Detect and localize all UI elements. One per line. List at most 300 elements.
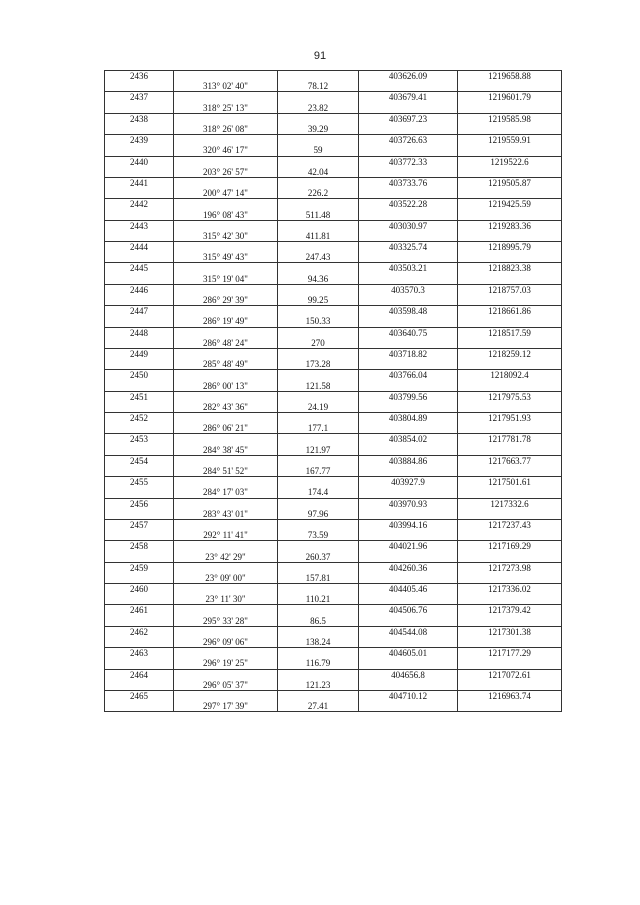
empty-cell [458, 487, 562, 498]
empty-cell [105, 487, 174, 498]
bearing-cell: 283° 43' 01" [174, 509, 278, 520]
table-row [105, 316, 562, 327]
empty-cell [174, 669, 278, 680]
easting-cell: 1218517.59 [458, 327, 562, 338]
table-row [105, 359, 562, 370]
empty-cell [359, 167, 458, 178]
distance-cell: 167.77 [278, 466, 359, 477]
bearing-cell: 285° 48' 49" [174, 359, 278, 370]
empty-cell [359, 637, 458, 648]
table-row [105, 584, 562, 595]
empty-cell [458, 252, 562, 263]
distance-cell: 42.04 [278, 167, 359, 178]
bearing-cell: 203° 26' 57" [174, 167, 278, 178]
empty-cell [174, 327, 278, 338]
empty-cell [174, 413, 278, 424]
empty-cell [174, 584, 278, 595]
easting-cell: 1217781.78 [458, 434, 562, 445]
empty-cell [174, 92, 278, 103]
empty-cell [105, 231, 174, 242]
empty-cell [458, 167, 562, 178]
bearing-cell: 292° 11' 41" [174, 530, 278, 541]
point-id-cell: 2446 [105, 284, 174, 295]
survey-table [104, 70, 562, 712]
point-id-cell: 2456 [105, 498, 174, 509]
northing-cell: 404656.8 [359, 669, 458, 680]
point-id-cell: 2438 [105, 113, 174, 124]
point-id-cell: 2443 [105, 220, 174, 231]
distance-cell: 121.23 [278, 680, 359, 691]
northing-cell: 403970.93 [359, 498, 458, 509]
empty-cell [359, 530, 458, 541]
empty-cell [105, 658, 174, 669]
table-row [105, 541, 562, 552]
table-row [105, 551, 562, 562]
empty-cell [105, 551, 174, 562]
table-row [105, 519, 562, 530]
easting-cell: 1217273.98 [458, 562, 562, 573]
table-row [105, 423, 562, 434]
empty-cell [458, 637, 562, 648]
empty-cell [105, 380, 174, 391]
table-row [105, 103, 562, 114]
distance-cell: 157.81 [278, 573, 359, 584]
empty-cell [174, 199, 278, 210]
table-row [105, 92, 562, 103]
bearing-cell: 200° 47' 14" [174, 188, 278, 199]
empty-cell [105, 530, 174, 541]
table-row [105, 370, 562, 381]
northing-cell: 404260.36 [359, 562, 458, 573]
empty-cell [105, 209, 174, 220]
page-number: 91 [313, 50, 327, 62]
distance-cell: 39.29 [278, 124, 359, 135]
empty-cell [458, 551, 562, 562]
empty-cell [359, 103, 458, 114]
empty-cell [458, 423, 562, 434]
easting-cell: 1218661.86 [458, 306, 562, 317]
bearing-cell: 315° 42' 30" [174, 231, 278, 242]
point-id-cell: 2450 [105, 370, 174, 381]
table-row [105, 338, 562, 349]
northing-cell: 403626.09 [359, 71, 458, 82]
empty-cell [359, 124, 458, 135]
easting-cell: 1219585.98 [458, 113, 562, 124]
bearing-cell: 284° 51' 52" [174, 466, 278, 477]
empty-cell [359, 359, 458, 370]
table-row [105, 263, 562, 274]
table-row [105, 562, 562, 573]
northing-cell: 403854.02 [359, 434, 458, 445]
bearing-cell: 318° 25' 13" [174, 103, 278, 114]
easting-cell: 1217336.02 [458, 584, 562, 595]
table-row [105, 690, 562, 701]
northing-cell: 404506.76 [359, 605, 458, 616]
point-id-cell: 2451 [105, 391, 174, 402]
empty-cell [359, 81, 458, 92]
distance-cell: 121.97 [278, 445, 359, 456]
table-row [105, 199, 562, 210]
distance-cell: 177.1 [278, 423, 359, 434]
table-row [105, 135, 562, 146]
table-row [105, 455, 562, 466]
table-row [105, 274, 562, 285]
distance-cell: 24.19 [278, 402, 359, 413]
empty-cell [278, 626, 359, 637]
empty-cell [458, 380, 562, 391]
easting-cell: 1219283.36 [458, 220, 562, 231]
empty-cell [359, 445, 458, 456]
empty-cell [105, 359, 174, 370]
empty-cell [174, 626, 278, 637]
empty-cell [458, 338, 562, 349]
table-row [105, 498, 562, 509]
distance-cell: 511.48 [278, 209, 359, 220]
empty-cell [105, 680, 174, 691]
distance-cell: 110.21 [278, 594, 359, 605]
empty-cell [278, 348, 359, 359]
empty-cell [105, 616, 174, 627]
empty-cell [278, 519, 359, 530]
northing-cell: 404710.12 [359, 690, 458, 701]
empty-cell [359, 573, 458, 584]
empty-cell [278, 413, 359, 424]
empty-cell [174, 391, 278, 402]
empty-cell [278, 370, 359, 381]
table-row [105, 177, 562, 188]
distance-cell: 99.25 [278, 295, 359, 306]
empty-cell [278, 177, 359, 188]
northing-cell: 403884.86 [359, 455, 458, 466]
northing-cell: 403726.63 [359, 135, 458, 146]
empty-cell [105, 295, 174, 306]
table-row [105, 209, 562, 220]
table-row [105, 573, 562, 584]
distance-cell: 121.58 [278, 380, 359, 391]
empty-cell [458, 81, 562, 92]
distance-cell: 270 [278, 338, 359, 349]
table-row [105, 637, 562, 648]
empty-cell [278, 562, 359, 573]
empty-cell [278, 477, 359, 488]
empty-cell [458, 145, 562, 156]
empty-cell [359, 701, 458, 712]
table-row [105, 616, 562, 627]
distance-cell: 260.37 [278, 551, 359, 562]
empty-cell [458, 402, 562, 413]
empty-cell [359, 402, 458, 413]
empty-cell [278, 71, 359, 82]
empty-cell [174, 690, 278, 701]
empty-cell [458, 295, 562, 306]
table-row [105, 402, 562, 413]
bearing-cell: 284° 17' 03" [174, 487, 278, 498]
distance-cell: 27.41 [278, 701, 359, 712]
empty-cell [458, 701, 562, 712]
empty-cell [458, 188, 562, 199]
empty-cell [458, 209, 562, 220]
point-id-cell: 2460 [105, 584, 174, 595]
table-row [105, 156, 562, 167]
easting-cell: 1217177.29 [458, 648, 562, 659]
empty-cell [458, 680, 562, 691]
easting-cell: 1217663.77 [458, 455, 562, 466]
empty-cell [105, 81, 174, 92]
point-id-cell: 2452 [105, 413, 174, 424]
easting-cell: 1217237.43 [458, 519, 562, 530]
point-id-cell: 2440 [105, 156, 174, 167]
point-id-cell: 2462 [105, 626, 174, 637]
easting-cell: 1218259.12 [458, 348, 562, 359]
empty-cell [174, 113, 278, 124]
empty-cell [359, 316, 458, 327]
empty-cell [105, 402, 174, 413]
bearing-cell: 284° 38' 45" [174, 445, 278, 456]
point-id-cell: 2437 [105, 92, 174, 103]
easting-cell: 1217951.93 [458, 413, 562, 424]
table-row [105, 220, 562, 231]
empty-cell [105, 594, 174, 605]
point-id-cell: 2454 [105, 455, 174, 466]
empty-cell [359, 551, 458, 562]
empty-cell [174, 370, 278, 381]
empty-cell [359, 658, 458, 669]
empty-cell [359, 616, 458, 627]
easting-cell: 1217301.38 [458, 626, 562, 637]
bearing-cell: 315° 19' 04" [174, 274, 278, 285]
easting-cell: 1217169.29 [458, 541, 562, 552]
empty-cell [105, 338, 174, 349]
empty-cell [359, 145, 458, 156]
empty-cell [359, 423, 458, 434]
northing-cell: 403772.33 [359, 156, 458, 167]
table-row [105, 626, 562, 637]
point-id-cell: 2445 [105, 263, 174, 274]
easting-cell: 1218757.03 [458, 284, 562, 295]
empty-cell [359, 209, 458, 220]
empty-cell [359, 594, 458, 605]
bearing-cell: 315° 49' 43" [174, 252, 278, 263]
empty-cell [278, 455, 359, 466]
point-id-cell: 2442 [105, 199, 174, 210]
table-row [105, 167, 562, 178]
distance-cell: 226.2 [278, 188, 359, 199]
table-row [105, 487, 562, 498]
distance-cell: 116.79 [278, 658, 359, 669]
distance-cell: 411.81 [278, 231, 359, 242]
easting-cell: 1219601.79 [458, 92, 562, 103]
empty-cell [174, 519, 278, 530]
empty-cell [359, 680, 458, 691]
table-row [105, 380, 562, 391]
empty-cell [174, 648, 278, 659]
empty-cell [458, 231, 562, 242]
table-row [105, 71, 562, 82]
empty-cell [359, 509, 458, 520]
table-row [105, 445, 562, 456]
distance-cell: 174.4 [278, 487, 359, 498]
table-row [105, 242, 562, 253]
empty-cell [174, 348, 278, 359]
bearing-cell: 296° 19' 25" [174, 658, 278, 669]
table-row [105, 680, 562, 691]
empty-cell [278, 541, 359, 552]
empty-cell [359, 380, 458, 391]
northing-cell: 404544.08 [359, 626, 458, 637]
northing-cell: 403697.23 [359, 113, 458, 124]
empty-cell [278, 605, 359, 616]
empty-cell [278, 584, 359, 595]
table-row [105, 530, 562, 541]
northing-cell: 403733.76 [359, 177, 458, 188]
table-row [105, 658, 562, 669]
table-row [105, 477, 562, 488]
table-row [105, 509, 562, 520]
table-row [105, 391, 562, 402]
point-id-cell: 2464 [105, 669, 174, 680]
northing-cell: 403804.89 [359, 413, 458, 424]
easting-cell: 1219658.88 [458, 71, 562, 82]
northing-cell: 403570.3 [359, 284, 458, 295]
empty-cell [174, 605, 278, 616]
northing-cell: 403679.41 [359, 92, 458, 103]
bearing-cell: 286° 00' 13" [174, 380, 278, 391]
empty-cell [174, 242, 278, 253]
distance-cell: 173.28 [278, 359, 359, 370]
easting-cell: 1217501.61 [458, 477, 562, 488]
empty-cell [458, 509, 562, 520]
bearing-cell: 23° 11' 30" [174, 594, 278, 605]
table-row [105, 252, 562, 263]
empty-cell [105, 637, 174, 648]
easting-cell: 1219522.6 [458, 156, 562, 167]
empty-cell [278, 306, 359, 317]
point-id-cell: 2457 [105, 519, 174, 530]
empty-cell [174, 541, 278, 552]
empty-cell [458, 445, 562, 456]
distance-cell: 73.59 [278, 530, 359, 541]
northing-cell: 403766.04 [359, 370, 458, 381]
empty-cell [174, 177, 278, 188]
empty-cell [174, 455, 278, 466]
distance-cell: 94.36 [278, 274, 359, 285]
point-id-cell: 2459 [105, 562, 174, 573]
bearing-cell: 23° 09' 00" [174, 573, 278, 584]
empty-cell [174, 156, 278, 167]
bearing-cell: 286° 29' 39" [174, 295, 278, 306]
table-row [105, 466, 562, 477]
point-id-cell: 2447 [105, 306, 174, 317]
empty-cell [278, 199, 359, 210]
empty-cell [105, 509, 174, 520]
northing-cell: 403994.16 [359, 519, 458, 530]
empty-cell [174, 220, 278, 231]
empty-cell [458, 573, 562, 584]
empty-cell [359, 338, 458, 349]
easting-cell: 1217072.61 [458, 669, 562, 680]
empty-cell [359, 188, 458, 199]
northing-cell: 403718.82 [359, 348, 458, 359]
empty-cell [105, 573, 174, 584]
point-id-cell: 2439 [105, 135, 174, 146]
empty-cell [105, 188, 174, 199]
bearing-cell: 286° 19' 49" [174, 316, 278, 327]
empty-cell [174, 434, 278, 445]
northing-cell: 403522.28 [359, 199, 458, 210]
empty-cell [359, 295, 458, 306]
empty-cell [458, 274, 562, 285]
empty-cell [105, 103, 174, 114]
empty-cell [278, 263, 359, 274]
empty-cell [359, 466, 458, 477]
distance-cell: 23.82 [278, 103, 359, 114]
empty-cell [359, 252, 458, 263]
empty-cell [278, 113, 359, 124]
northing-cell: 404605.01 [359, 648, 458, 659]
easting-cell: 1218092.4 [458, 370, 562, 381]
easting-cell: 1219559.91 [458, 135, 562, 146]
distance-cell: 78.12 [278, 81, 359, 92]
bearing-cell: 282° 43' 36" [174, 402, 278, 413]
northing-cell: 403030.97 [359, 220, 458, 231]
point-id-cell: 2461 [105, 605, 174, 616]
table-row [105, 124, 562, 135]
distance-cell: 150.33 [278, 316, 359, 327]
easting-cell: 1217332.6 [458, 498, 562, 509]
empty-cell [278, 690, 359, 701]
table-row [105, 188, 562, 199]
bearing-cell: 313° 02' 40" [174, 81, 278, 92]
empty-cell [458, 124, 562, 135]
easting-cell: 1219505.87 [458, 177, 562, 188]
northing-cell: 404021.96 [359, 541, 458, 552]
empty-cell [458, 359, 562, 370]
bearing-cell: 318° 26' 08" [174, 124, 278, 135]
bearing-cell: 296° 09' 06" [174, 637, 278, 648]
empty-cell [458, 316, 562, 327]
empty-cell [105, 124, 174, 135]
northing-cell: 404405.46 [359, 584, 458, 595]
empty-cell [105, 701, 174, 712]
northing-cell: 403799.56 [359, 391, 458, 402]
distance-cell: 247.43 [278, 252, 359, 263]
empty-cell [105, 445, 174, 456]
point-id-cell: 2465 [105, 690, 174, 701]
point-id-cell: 2453 [105, 434, 174, 445]
empty-cell [105, 423, 174, 434]
empty-cell [174, 498, 278, 509]
easting-cell: 1217975.53 [458, 391, 562, 402]
bearing-cell: 286° 06' 21" [174, 423, 278, 434]
distance-cell: 97.96 [278, 509, 359, 520]
point-id-cell: 2449 [105, 348, 174, 359]
table-row [105, 648, 562, 659]
empty-cell [359, 274, 458, 285]
bearing-cell: 296° 05' 37" [174, 680, 278, 691]
distance-cell: 59 [278, 145, 359, 156]
empty-cell [278, 648, 359, 659]
empty-cell [278, 669, 359, 680]
table-row [105, 306, 562, 317]
empty-cell [458, 616, 562, 627]
table-row [105, 295, 562, 306]
bearing-cell: 286° 48' 24" [174, 338, 278, 349]
empty-cell [278, 434, 359, 445]
empty-cell [278, 391, 359, 402]
empty-cell [278, 220, 359, 231]
table-row [105, 701, 562, 712]
empty-cell [458, 466, 562, 477]
